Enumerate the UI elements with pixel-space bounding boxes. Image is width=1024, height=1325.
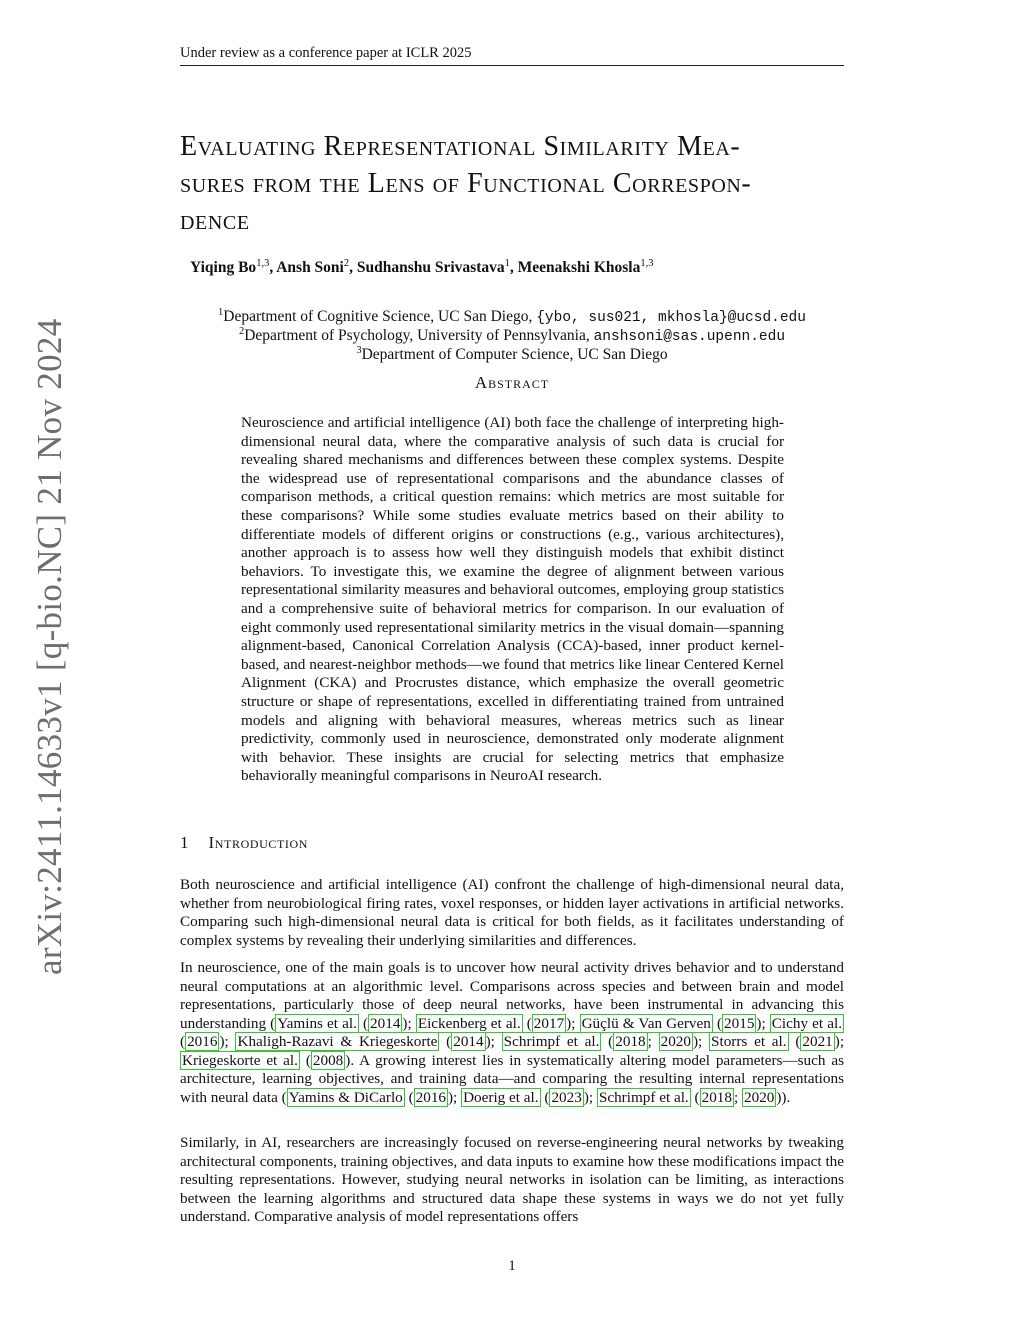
- citation-year-link[interactable]: 2020: [660, 1033, 691, 1050]
- author-list: Yiqing Bo$^{1,3}$, Ansh Soni$^2$, Sudhanshu Srivastava$^1$, Meenakshi Khosla$^{1,3}$: [190, 258, 654, 277]
- citation-link[interactable]: Schrimpf et al.: [503, 1033, 600, 1050]
- citation-year-link[interactable]: 2023: [551, 1088, 582, 1106]
- citation-link[interactable]: Doerig et al.: [463, 1088, 539, 1106]
- section-number: 1: [180, 833, 190, 852]
- author-affil-mark: 1: [504, 258, 510, 269]
- arxiv-identifier: arXiv:2411.14633v1 [q-bio.NC] 21 Nov 2024: [30, 318, 69, 975]
- citation-link[interactable]: Yamins & DiCarlo: [288, 1088, 403, 1106]
- citation-link[interactable]: Schrimpf et al.: [598, 1088, 689, 1106]
- author-affil-mark: 2: [343, 258, 350, 269]
- citation-year-link[interactable]: 2014: [453, 1033, 484, 1050]
- page-number: 1: [508, 1258, 516, 1274]
- citation-year-link[interactable]: 2008: [312, 1051, 344, 1069]
- author-affil-mark: 1,3: [256, 258, 270, 269]
- citation-link[interactable]: Yamins et al.: [277, 1014, 357, 1032]
- affiliation-2: $^2$Department of Psychology, University of Pennsylvania, anshsoni@sas.upenn.edu: [238, 326, 786, 346]
- author-name: Yiqing Bo: [190, 259, 257, 277]
- abstract-body: Neuroscience and artificial intelligence (AI) both face the challenge of interpreting high-dimensional neural data, where the comparative analysis of such data is crucial for revealing shared mechanisms and differences between these complex systems. Despite the widespread use of representational comparisons and the abundance classes of comparison methods, a critical question remains: which metrics are most suitable for these comparisons? While some studies evaluate metrics based on their ability to differentiate models of different origins or constructions (e.g., various architectures), another approach is to assess how well they distinguish models that exhibit distinct behaviors. To investigate this, we examine the degree of alignment between various representational similarity measures and behavioral outcomes, employing group statistics and a comprehensive suite of behavioral metrics for comparison. In our evaluation of eight commonly used representational similarity metrics in the visual domain—spanning alignment-based, Canonical Correlation Analysis (CCA)-based, inner product kernel-based, and nearest-neighbor methods—we found that metrics like linear Centered Kernel Alignment (CKA) and Procrustes distance, which emphasize the overall geometric structure or shape of representations, excelled in differentiating trained from untrained models and aligning with behavioral measures, whereas metrics such as linear predictivity, commonly used in neuroscience, demonstrated only moderate alignment with behavior. These insights are crucial for selecting metrics that emphasize behaviorally meaningful comparisons in NeuroAI research.: [241, 414, 784, 785]
- citation-year-link[interactable]: 2018: [615, 1033, 646, 1050]
- title-line-2: sures from the Lens of Functional Correspon-: [180, 168, 752, 199]
- affiliation-email: {ybo, sus021, mkhosla}@ucsd.edu: [536, 310, 806, 327]
- citation-year-link[interactable]: 2016: [187, 1033, 218, 1050]
- citation-year-link[interactable]: 2015: [724, 1014, 755, 1032]
- citation-link[interactable]: Güçlü & Van Gerven: [581, 1014, 711, 1032]
- intro-paragraph-2: In neuroscience, one of the main goals is to uncover how neural activity drives behavior and to understand neural computations at an algorithmic level. Comparisons across species and between brain and model representations, particularly those of deep neural networks, have been instrumental in advancing this understanding ( Yamins et al. ( 2014 ); Eickenberg et al. ( 2017 ); Güçlü & Van Gerven ( 2015 ); Cichy et al. ( 2016 ); Khaligh-Razavi & Kriegeskorte ( 2014 ); Schrimpf et al. ( 2018 ; 2020 ); Storrs et al. ( 2021 ); Kriegeskorte et al. ( 2008 ). A growing interest lies in systematically altering model parameters—such as architecture, learning objectives, and training data—and comparing the resulting internal representations with neural data ( Yamins & DiCarlo ( 2016 ); Doerig et al. ( 2023 ); Schrimpf et al. ( 2018 ; 2020 )).: [180, 959, 845, 1106]
- affiliation-3: $^3$Department of Computer Science, UC San Diego: [356, 345, 668, 364]
- citation-year-link[interactable]: 2017: [533, 1014, 565, 1032]
- header-rule: [180, 65, 844, 66]
- citation-link[interactable]: Kriegeskorte et al.: [182, 1051, 298, 1069]
- affiliation-1: $^1$Department of Cognitive Science, UC San Diego, {ybo, sus021, mkhosla}@ucsd.edu: [218, 307, 806, 327]
- author-name: Sudhanshu Srivastava: [356, 259, 505, 277]
- intro-paragraph-3: Similarly, in AI, researchers are increasingly focused on reverse-engineering neural networks by tweaking architectural components, training objectives, and data inputs to examine how these modifications impact the resulting representations. However, studying neural networks in isolation can be limiting, as interactions between the learning algorithms and structured data shape these systems in ways we do not yet fully understand. Comparative analysis of model representations offers: [180, 1134, 844, 1225]
- citation-link[interactable]: Cichy et al.: [771, 1014, 843, 1032]
- author-name: Meenakshi Khosla: [517, 259, 641, 277]
- section-heading-introduction: [180, 833, 308, 853]
- title-line-1: Evaluating Representational Similarity Mea-: [180, 131, 741, 162]
- citation-year-link[interactable]: 2016: [415, 1088, 446, 1106]
- citation-year-link[interactable]: 2018: [701, 1088, 732, 1106]
- citation-year-link[interactable]: 2014: [370, 1014, 401, 1032]
- abstract-heading: Abstract: [474, 373, 550, 392]
- running-header: Under review as a conference paper at ICLR 2025: [180, 45, 472, 61]
- affiliation-email: anshsoni@sas.upenn.edu: [593, 329, 786, 346]
- intro-paragraph-1: Both neuroscience and artificial intelligence (AI) confront the challenge of high-dimensional neural data, whether from neurobiological firing rates, voxel responses, or hidden layer activations in artificial networks. Comparing such high-dimensional neural data is critical for both fields, as it facilitates understanding of complex systems by revealing their underlying similarities and differences.: [180, 876, 844, 949]
- author-name: Ansh Soni: [276, 259, 344, 277]
- citation-link[interactable]: Storrs et al.: [711, 1033, 787, 1050]
- citation-year-link[interactable]: 2020: [744, 1088, 775, 1106]
- title-line-3: dence: [180, 205, 250, 236]
- paper-title: [180, 128, 860, 239]
- author-affil-mark: 1,3: [640, 258, 654, 269]
- section-title: Introduction: [208, 833, 309, 852]
- citation-link[interactable]: Eickenberg et al.: [417, 1014, 521, 1032]
- citation-link[interactable]: Khaligh-Razavi & Kriegeskorte: [237, 1033, 438, 1050]
- citation-year-link[interactable]: 2021: [802, 1033, 833, 1050]
